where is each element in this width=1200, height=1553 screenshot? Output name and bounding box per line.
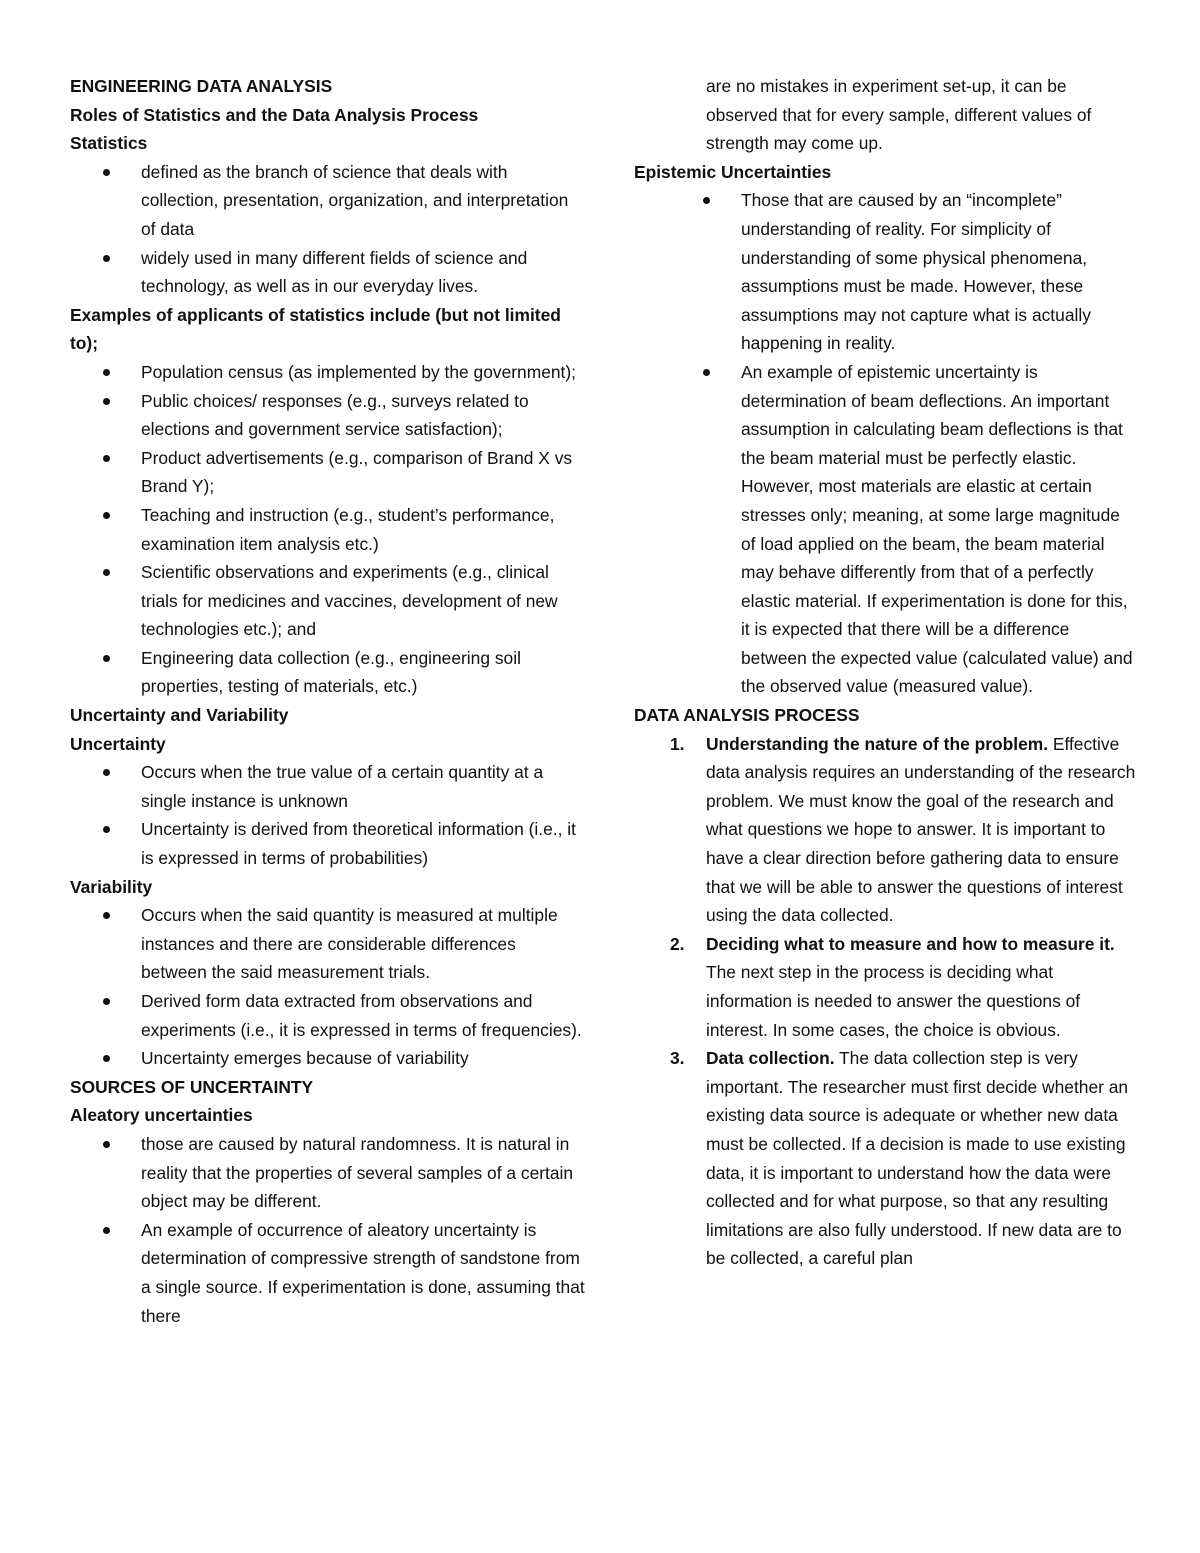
list-item: Uncertainty emerges because of variability <box>70 1044 585 1073</box>
bullet-icon <box>103 769 110 776</box>
list-item <box>634 1044 1139 1273</box>
bullet-icon <box>103 255 110 262</box>
list-item: Occurs when the true value of a certain quantity at a single instance is unknown <box>70 758 585 815</box>
process-heading: DATA ANALYSIS PROCESS <box>634 705 860 726</box>
document-title: ENGINEERING DATA ANALYSIS <box>70 76 333 96</box>
bullet-icon <box>103 912 110 919</box>
right-column <box>634 72 1139 1273</box>
list-item: Teaching and instruction (e.g., student’s performance, examination item analysis etc.) <box>70 501 585 558</box>
list-item: Occurs when the said quantity is measured at multiple instances and there are considerable differences between the said measurement trials. <box>70 901 585 987</box>
list-item: Engineering data collection (e.g., engineering soil properties, testing of materials, etc.) <box>70 644 585 701</box>
examples-heading: Examples of applicants of statistics include (but not limited to); <box>70 304 561 354</box>
bullet-icon <box>703 369 710 376</box>
step-number: 3. <box>670 1048 685 1069</box>
bullet-icon <box>103 569 110 576</box>
examples-list <box>70 358 585 701</box>
step-lead: Understanding the nature of the problem. <box>706 733 1049 754</box>
uncertainty-list <box>70 758 585 872</box>
bullet-icon <box>103 1141 110 1148</box>
list-item: An example of occurrence of aleatory uncertainty is determination of compressive strength of sandstone from a single source. If experimentation is done, assuming that there <box>70 1216 585 1330</box>
bullet-icon <box>103 169 110 176</box>
list-item: those are caused by natural randomness. It is natural in reality that the properties of several samples of a certain object may be different. <box>70 1130 585 1216</box>
step-lead: Deciding what to measure and how to measure it. <box>706 933 1115 954</box>
variability-heading: Variability <box>70 876 153 897</box>
list-item: Scientific observations and experiments (e.g., clinical trials for medicines and vaccines, development of new technologies etc.); and <box>70 558 585 644</box>
bullet-icon <box>103 1055 110 1062</box>
list-item <box>634 730 1139 930</box>
step-text: Effective data analysis requires an understanding of the research problem. We must know the goal of the research and what questions we hope to answer. It is important to have a clear direction before gathering data to ensure that we will be able to answer the questions of interest using the data collected. <box>706 733 1136 926</box>
process-steps <box>634 730 1139 1273</box>
list-item: defined as the branch of science that deals with collection, presentation, organization, and interpretation of data <box>70 158 585 244</box>
statistics-list <box>70 158 585 301</box>
list-item: An example of epistemic uncertainty is determination of beam deflections. An important assumption in calculating beam deflections is that the beam material must be perfectly elastic. However, most materials are elastic at certain stresses only; meaning, at some large magnitude of load applied on the beam, the beam material may behave differently from that of a perfectly elastic material. If experimentation is done for this, it is expected that there will be a difference between the expected value (calculated value) and the observed value (measured value). <box>634 358 1139 701</box>
sources-heading: SOURCES OF UNCERTAINTY <box>70 1076 314 1097</box>
step-lead: Data collection. <box>706 1048 835 1069</box>
variability-list <box>70 901 585 1073</box>
aleatory-heading: Aleatory uncertainties <box>70 1105 253 1126</box>
uncertainty-variability-heading: Uncertainty and Variability <box>70 705 289 726</box>
bullet-icon <box>103 455 110 462</box>
bullet-icon <box>103 512 110 519</box>
bullet-icon <box>103 369 110 376</box>
step-text: The data collection step is very important. The researcher must first decide whether an existing data source is adequate or whether new data must be collected. If a decision is made to use existing data, it is important to understand how the data were collected and for what purpose, so that any resulting limitations are also fully understood. If new data are to be collected, a careful plan <box>706 1048 1129 1269</box>
bullet-icon <box>103 998 110 1005</box>
bullet-icon <box>703 197 710 204</box>
statistics-heading: Statistics <box>70 133 148 154</box>
bullet-icon <box>103 1227 110 1234</box>
epistemic-heading: Epistemic Uncertainties <box>634 161 832 182</box>
document-subtitle: Roles of Statistics and the Data Analysis Process <box>70 104 479 125</box>
list-item: Product advertisements (e.g., comparison of Brand X vs Brand Y); <box>70 444 585 501</box>
aleatory-continued: are no mistakes in experiment set-up, it can be observed that for every sample, different values of strength may come up. <box>706 76 1092 154</box>
uncertainty-heading: Uncertainty <box>70 733 166 754</box>
list-item: Those that are caused by an “incomplete” understanding of reality. For simplicity of understanding of some physical phenomena, assumptions must be made. However, these assumptions may not capture what is actually happening in reality. <box>634 186 1139 358</box>
list-item: Public choices/ responses (e.g., surveys related to elections and government service satisfaction); <box>70 387 585 444</box>
epistemic-list <box>634 186 1139 701</box>
step-text: The next step in the process is deciding what information is needed to answer the questions of interest. In some cases, the choice is obvious. <box>706 962 1081 1040</box>
list-item: Population census (as implemented by the government); <box>70 358 585 387</box>
step-number: 2. <box>670 933 685 954</box>
list-item <box>634 930 1139 1044</box>
bullet-icon <box>103 826 110 833</box>
list-item: Derived form data extracted from observations and experiments (i.e., it is expressed in terms of frequencies). <box>70 987 585 1044</box>
bullet-icon <box>103 398 110 405</box>
list-item: Uncertainty is derived from theoretical information (i.e., it is expressed in terms of probabilities) <box>70 815 585 872</box>
step-number: 1. <box>670 733 685 754</box>
list-item: widely used in many different fields of science and technology, as well as in our everyday lives. <box>70 244 585 301</box>
bullet-icon <box>103 655 110 662</box>
left-column <box>70 72 585 1330</box>
aleatory-list <box>70 1130 585 1330</box>
